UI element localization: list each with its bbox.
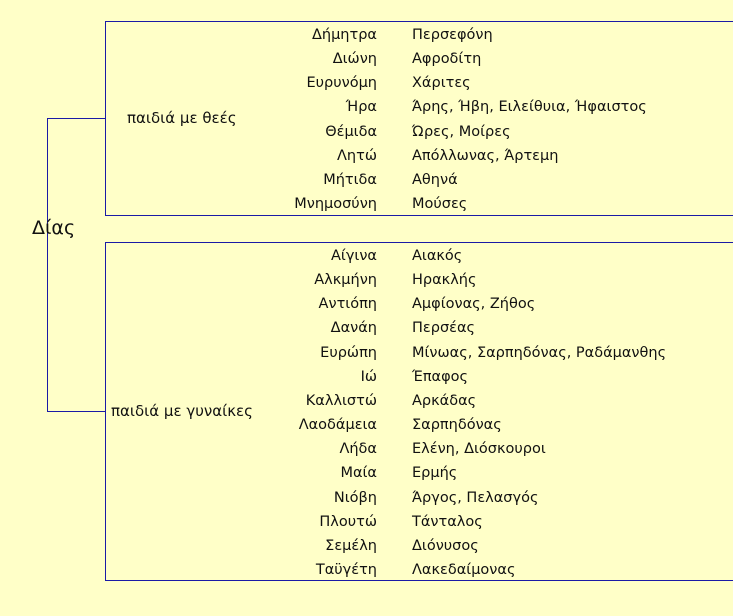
mother-name: Διώνη bbox=[332, 51, 377, 68]
relation-row bbox=[0, 71, 733, 95]
relation-row bbox=[0, 534, 733, 558]
mother-name: Ευρώπη bbox=[320, 344, 377, 361]
children-names: Απόλλωνας, Άρτεμη bbox=[412, 147, 559, 164]
children-names: Μούσες bbox=[412, 196, 468, 213]
mother-name: Λητώ bbox=[337, 147, 377, 164]
mother-name: Δανάη bbox=[330, 320, 377, 337]
children-names: Αφροδίτη bbox=[412, 51, 482, 68]
mother-name: Ευρυνόμη bbox=[306, 75, 377, 92]
relation-row bbox=[0, 510, 733, 534]
mother-name: Πλουτώ bbox=[319, 513, 377, 530]
children-names: Περσέας bbox=[412, 320, 476, 337]
children-names: Αμφίονας, Ζήθος bbox=[412, 296, 536, 313]
relation-row bbox=[0, 316, 733, 340]
relation-row bbox=[0, 268, 733, 292]
relation-row bbox=[0, 292, 733, 316]
mother-name: Ιώ bbox=[360, 368, 377, 385]
relation-row bbox=[0, 389, 733, 413]
children-names: Σαρπηδόνας bbox=[412, 417, 502, 434]
mother-name: Λαοδάμεια bbox=[298, 417, 377, 434]
mother-name: Νιόβη bbox=[333, 489, 377, 506]
children-names: Άργος, Πελασγός bbox=[412, 489, 539, 506]
children-names: Άρης, Ήβη, Ειλείθυια, Ήφαιστος bbox=[412, 99, 647, 116]
mother-name: Μνημοσύνη bbox=[294, 196, 377, 213]
children-names: Λακεδαίμονας bbox=[412, 561, 516, 578]
children-names: Ηρακλής bbox=[412, 272, 477, 289]
relation-row bbox=[0, 23, 733, 47]
relation-row bbox=[0, 461, 733, 485]
relation-row bbox=[0, 365, 733, 389]
relation-row bbox=[0, 558, 733, 582]
relation-row bbox=[0, 486, 733, 510]
relation-row bbox=[0, 341, 733, 365]
children-names: Ερμής bbox=[412, 465, 458, 482]
children-names: Ώρες, Μοίρες bbox=[412, 123, 511, 140]
relation-row bbox=[0, 413, 733, 437]
relation-row bbox=[0, 95, 733, 119]
relation-row bbox=[0, 47, 733, 71]
children-names: Ελένη, Διόσκουροι bbox=[412, 441, 546, 458]
root-node-zeus: Δίας bbox=[32, 217, 76, 239]
mother-name: Μαία bbox=[340, 465, 377, 482]
relation-row bbox=[0, 168, 733, 192]
children-names: Περσεφόνη bbox=[412, 27, 493, 43]
children-names: Χάριτες bbox=[412, 75, 471, 92]
children-names: Διόνυσος bbox=[412, 537, 479, 554]
children-names: Τάνταλος bbox=[412, 513, 483, 530]
relation-row bbox=[0, 192, 733, 216]
children-names: Αρκάδας bbox=[412, 392, 477, 409]
mother-name: Μήτιδα bbox=[323, 171, 377, 188]
mother-name: Δήμητρα bbox=[311, 27, 377, 43]
relation-row bbox=[0, 244, 733, 268]
mother-name: Λήδα bbox=[339, 441, 377, 458]
relation-row bbox=[0, 144, 733, 168]
mother-name: Καλλιστώ bbox=[305, 392, 377, 409]
relation-row bbox=[0, 120, 733, 144]
mother-name: Ταϋγέτη bbox=[315, 561, 377, 578]
relation-row bbox=[0, 437, 733, 461]
children-names: Μίνωας, Σαρπηδόνας, Ραδάμανθης bbox=[412, 344, 667, 361]
mother-name: Αίγινα bbox=[331, 248, 377, 264]
group-label-goddesses: παιδιά με θεές bbox=[127, 109, 237, 127]
children-names: Αιακός bbox=[412, 248, 463, 264]
group-label-women: παιδιά με γυναίκες bbox=[111, 402, 253, 420]
mother-name: Θέμιδα bbox=[325, 123, 377, 140]
children-names: Έπαφος bbox=[412, 368, 469, 385]
mother-name: Αντιόπη bbox=[318, 296, 377, 313]
mother-name: Σεμέλη bbox=[325, 537, 377, 554]
mother-name: Αλκμήνη bbox=[314, 272, 377, 289]
children-names: Αθηνά bbox=[412, 171, 458, 188]
mother-name: Ήρα bbox=[345, 99, 377, 116]
